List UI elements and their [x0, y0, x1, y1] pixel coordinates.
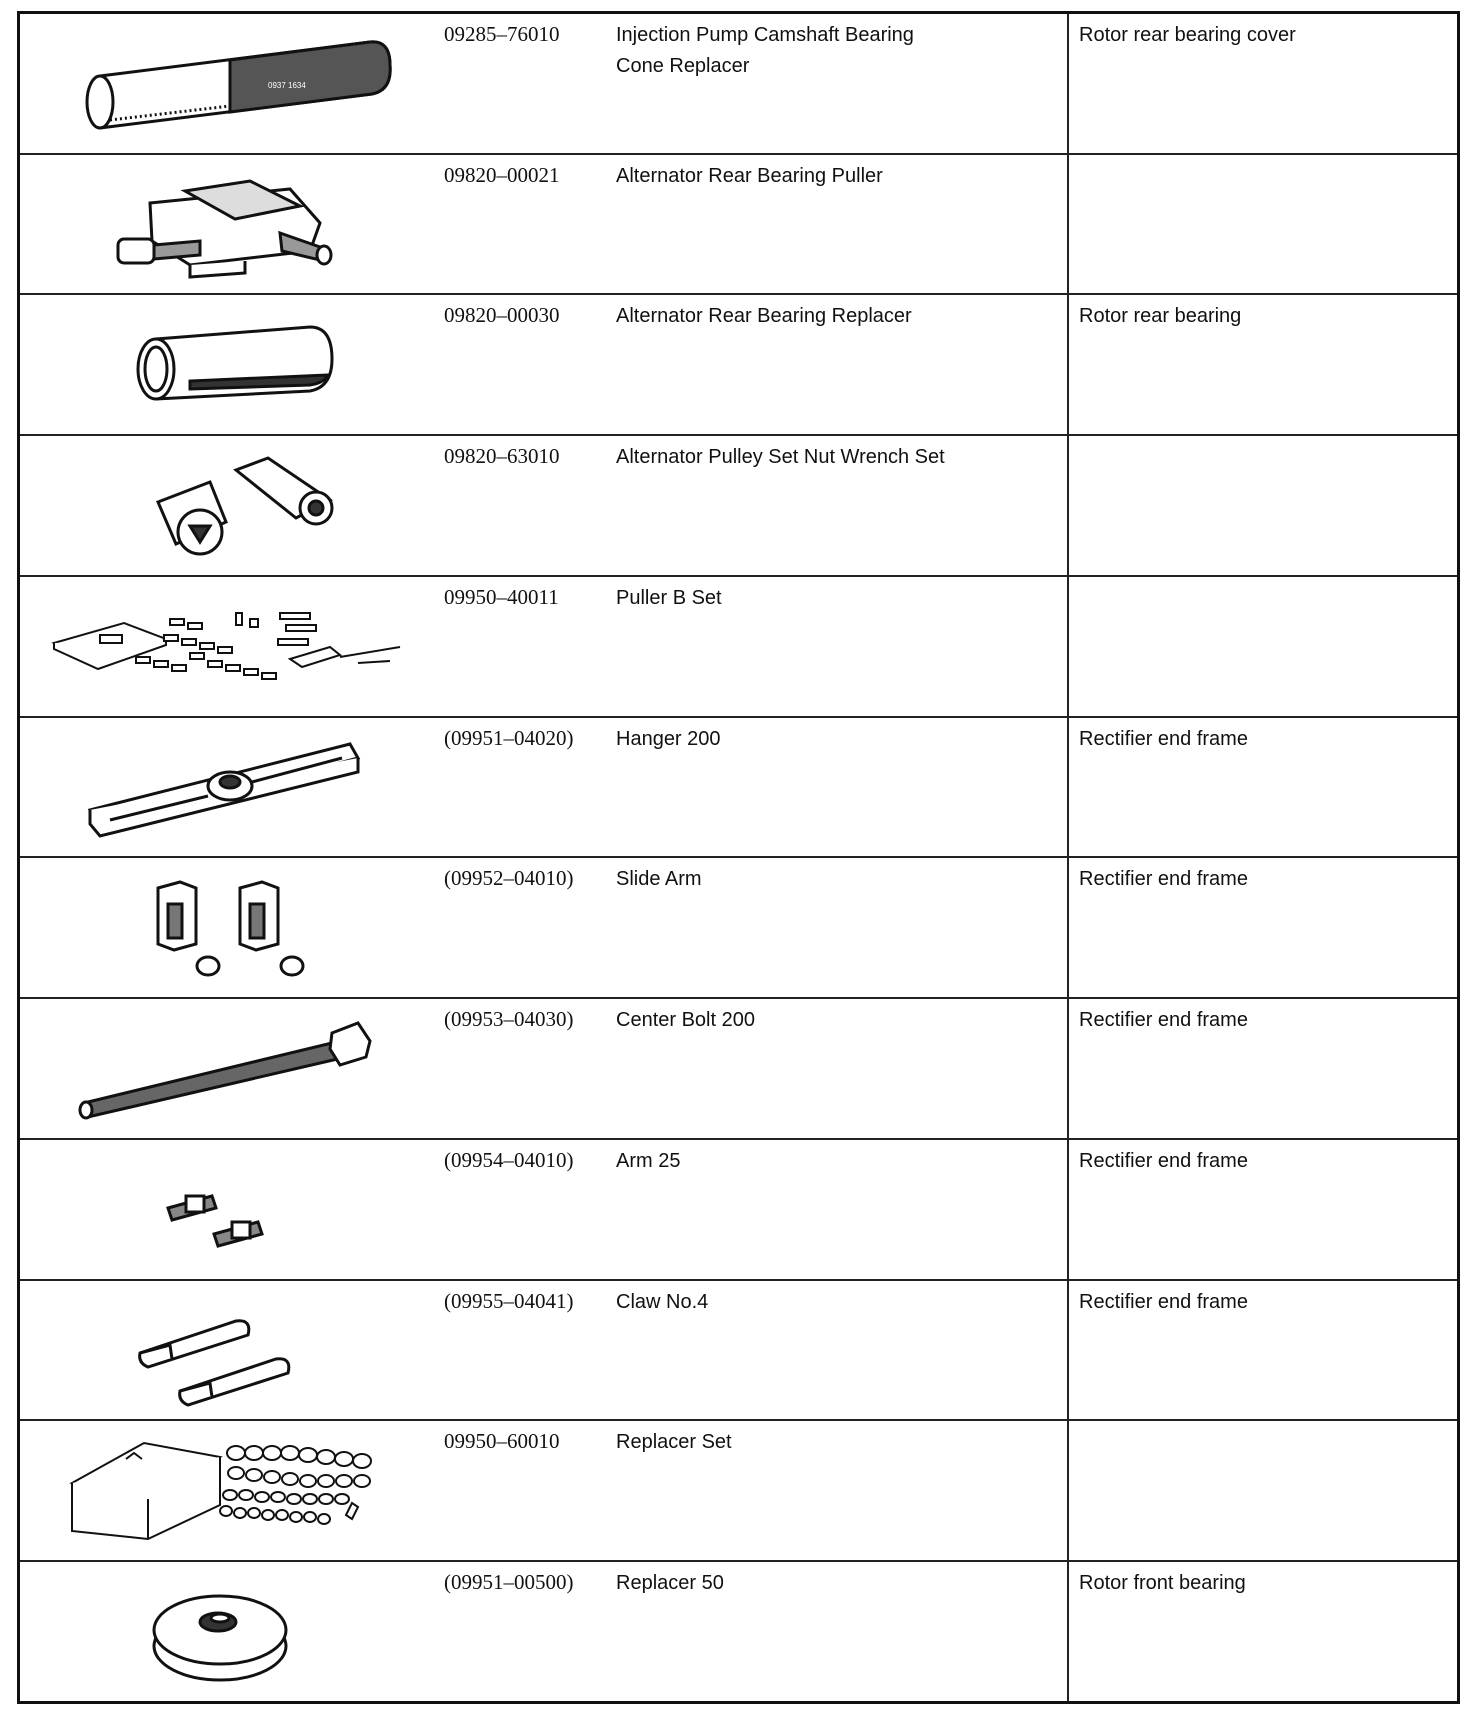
- illustration-bearing-puller: [40, 161, 440, 287]
- tool-cell: [19, 1420, 1069, 1561]
- usage-cell: [1068, 717, 1459, 858]
- illustration-short-sleeve-tube: [40, 301, 440, 427]
- usage-note: [1069, 436, 1457, 442]
- table-row: [19, 1139, 1459, 1280]
- part-number: 09285–76010: [444, 22, 560, 46]
- table-row: [19, 576, 1459, 717]
- table-row: [19, 857, 1459, 998]
- tool-name: Replacer Set: [616, 1431, 732, 1454]
- tool-cell: [19, 435, 1069, 576]
- table-row: [19, 1280, 1459, 1421]
- tool-cell: [19, 1280, 1069, 1421]
- table-row: [19, 998, 1459, 1139]
- tool-cell: [19, 576, 1069, 717]
- usage-cell: [1068, 13, 1459, 154]
- illustration-socket-wrench-pair: [40, 442, 440, 568]
- tool-cell: [19, 294, 1069, 435]
- tool-name: Arm 25: [616, 1149, 681, 1172]
- illustration-replacer-disc: [40, 1568, 440, 1694]
- tool-name: Injection Pump Camshaft Bearing Cone Replacer: [616, 24, 914, 77]
- part-number: (09951–04020): [444, 725, 574, 750]
- tool-cell: [19, 857, 1069, 998]
- part-number: (09955–04041): [444, 1288, 574, 1313]
- part-number: (09952–04010): [444, 866, 574, 891]
- svg-text:0937 1634: 0937 1634: [268, 81, 306, 90]
- part-number: 09820–00030: [444, 303, 560, 328]
- usage-cell: [1068, 857, 1459, 998]
- usage-cell: [1068, 998, 1459, 1139]
- part-number: 09950–40011: [444, 584, 559, 609]
- usage-cell: [1068, 1561, 1459, 1702]
- usage-note: Rectifier end frame: [1079, 868, 1248, 891]
- part-number: (09953–04030): [444, 1007, 574, 1032]
- tool-name: Center Bolt 200: [616, 1009, 755, 1032]
- usage-cell: [1068, 294, 1459, 435]
- illustration-long-threaded-bolt: [40, 1005, 440, 1131]
- part-number: (09954–04010): [444, 1147, 574, 1172]
- tool-name: Alternator Pulley Set Nut Wrench Set: [616, 446, 945, 469]
- special-tools-table: [17, 11, 1460, 1704]
- table-row: [19, 294, 1459, 435]
- usage-note: [1069, 577, 1457, 583]
- part-number: 09820–00021: [444, 162, 560, 187]
- usage-note: Rotor rear bearing: [1079, 305, 1242, 328]
- tool-name: Puller B Set: [616, 586, 722, 609]
- usage-cell: [1068, 576, 1459, 717]
- usage-note: Rotor front bearing: [1079, 1572, 1246, 1595]
- part-number: 09950–60010: [444, 1429, 560, 1454]
- usage-note: Rectifier end frame: [1079, 727, 1248, 750]
- tool-cell: [19, 998, 1069, 1139]
- usage-cell: [1068, 1139, 1459, 1280]
- illustration-puller-kit-parts: [40, 583, 440, 709]
- tool-cell: [19, 1139, 1069, 1280]
- table-row: [19, 154, 1459, 295]
- table-row: [19, 1420, 1459, 1561]
- tool-cell: [19, 13, 1069, 154]
- illustration-claw-pair: [40, 1287, 440, 1413]
- illustration-slide-arm-blocks: [40, 864, 440, 990]
- illustration-short-threaded-arms: [40, 1146, 440, 1272]
- part-number: 09820–63010: [444, 444, 560, 469]
- usage-note: Rectifier end frame: [1079, 1009, 1248, 1032]
- tool-name: Alternator Rear Bearing Replacer: [616, 305, 912, 328]
- usage-note: [1069, 1421, 1457, 1427]
- usage-note: Rectifier end frame: [1079, 1290, 1248, 1313]
- usage-cell: [1068, 1420, 1459, 1561]
- tool-name: Claw No.4: [616, 1290, 709, 1313]
- usage-note: Rotor rear bearing cover: [1079, 24, 1296, 46]
- tool-name: Hanger 200: [616, 727, 721, 750]
- tool-cell: [19, 154, 1069, 295]
- tool-cell: [19, 1561, 1069, 1702]
- usage-note: Rectifier end frame: [1079, 1149, 1248, 1172]
- part-number: (09951–00500): [444, 1570, 574, 1595]
- tool-name: Alternator Rear Bearing Puller: [616, 164, 883, 187]
- illustration-hanger-bar: [40, 724, 440, 850]
- usage-cell: [1068, 435, 1459, 576]
- table-row: [19, 717, 1459, 858]
- illustration-long-sleeve-tube: [40, 20, 440, 146]
- table-row: [19, 1561, 1459, 1702]
- usage-cell: [1068, 1280, 1459, 1421]
- usage-cell: [1068, 154, 1459, 295]
- table-row: [19, 13, 1459, 154]
- illustration-replacer-case-discs: [40, 1427, 440, 1553]
- table-row: [19, 435, 1459, 576]
- usage-note: [1069, 155, 1457, 161]
- tool-cell: [19, 717, 1069, 858]
- tool-name: Slide Arm: [616, 868, 702, 891]
- tool-name: Replacer 50: [616, 1572, 724, 1595]
